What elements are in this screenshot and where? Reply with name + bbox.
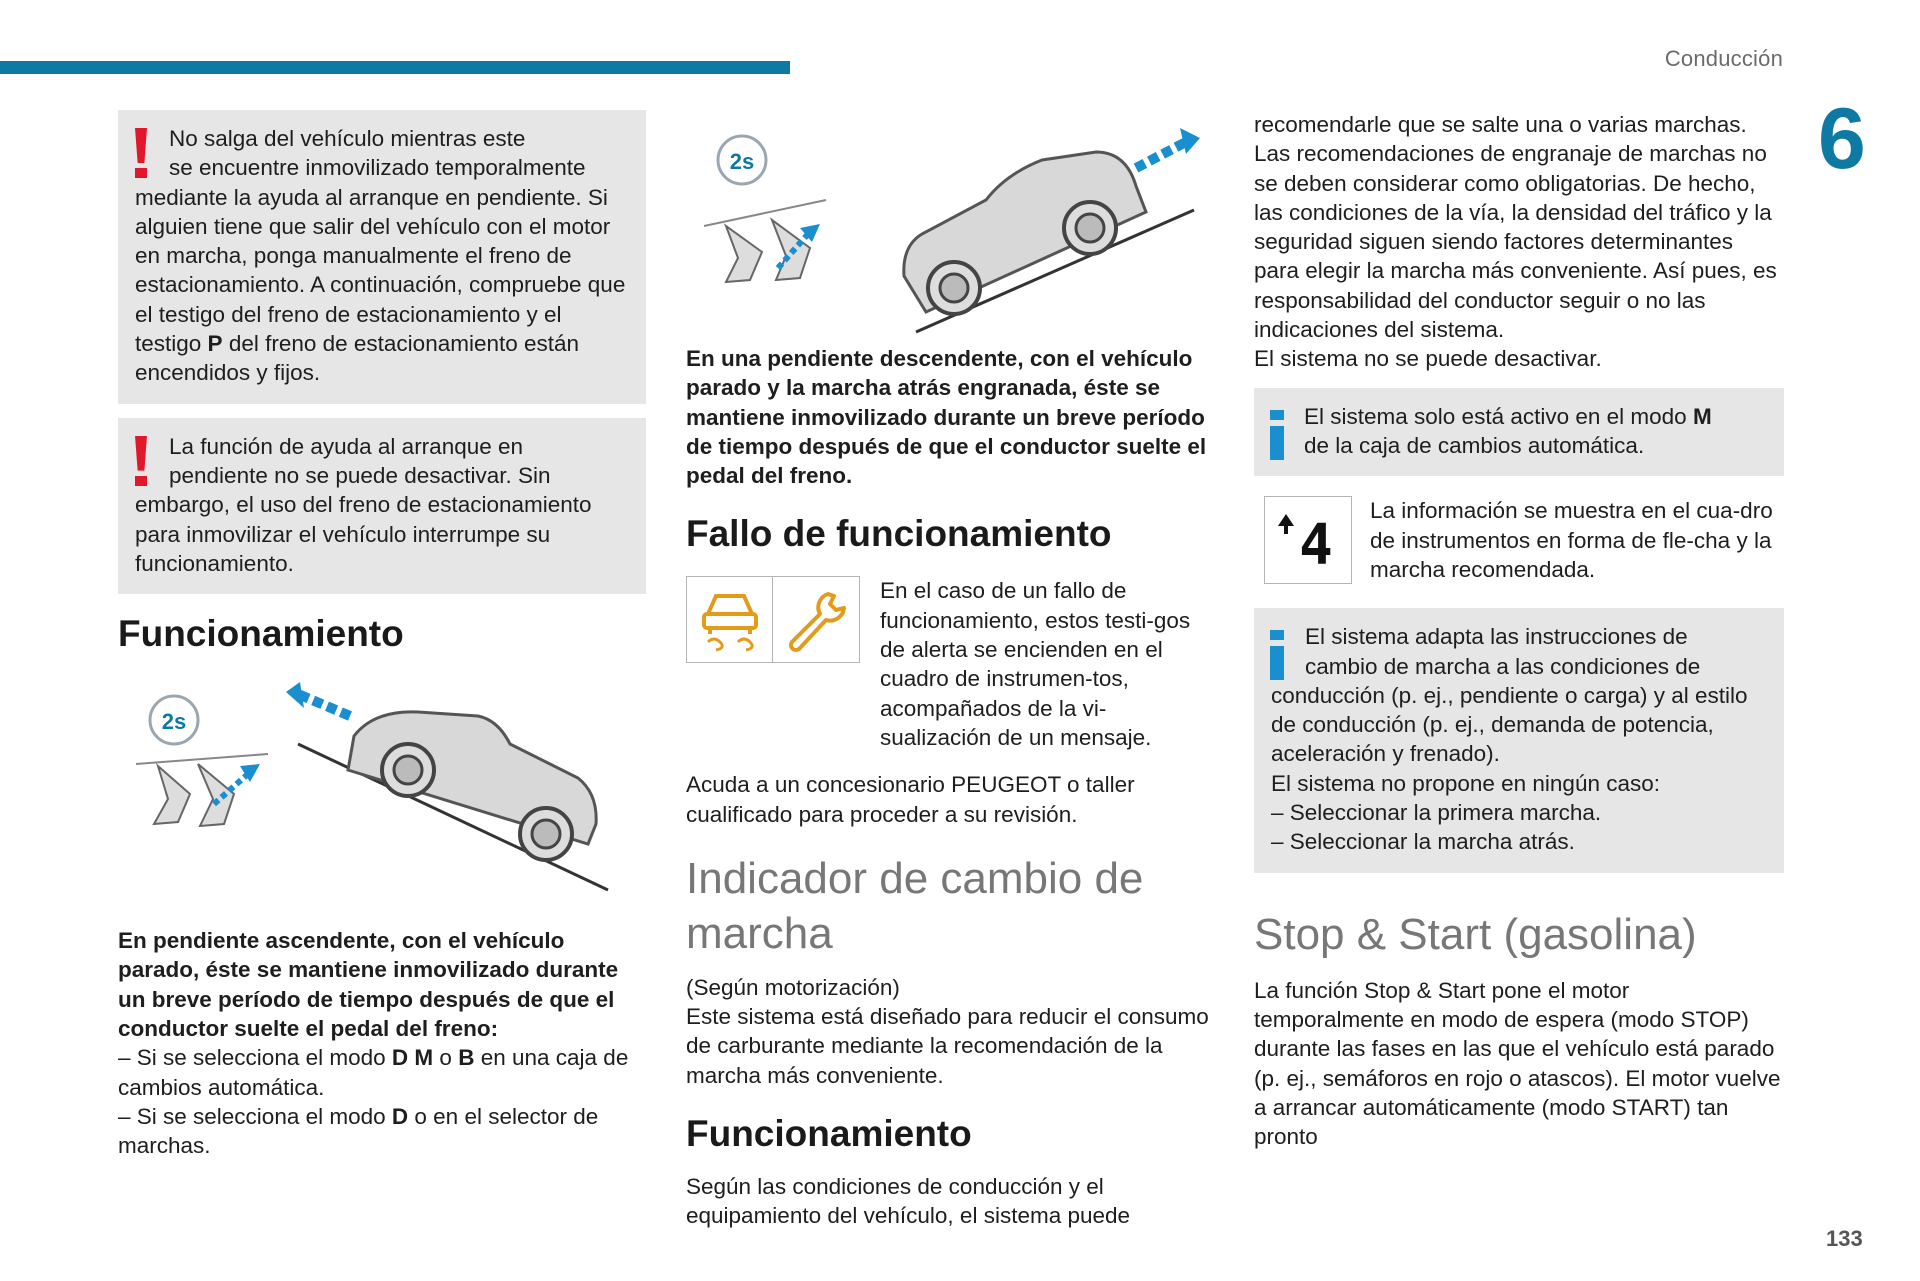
column-2 xyxy=(686,110,1214,1231)
stop-start-text: La función Stop & Start pone el motor temporalmente en modo de espera (modo STOP) durante las fases en las que el vehículo está parado (p. ej., semáforos en rojo o atascos). El motor vuelve a arrancar automáticamente (modo START) tan pronto xyxy=(1254,977,1781,1150)
info-text: El sistema solo está activo en el modo M de la caja de cambios automática. xyxy=(1304,403,1712,458)
conditions-text: Según las condiciones de conducción y el equipamiento del vehículo, el sistema puede xyxy=(686,1174,1131,1229)
timer-label: 2s xyxy=(729,149,755,174)
info-text: El sistema adapta las instrucciones de cambio de marcha a las condiciones de conducción (p. ej., pendiente o carga) y al estilo de conducción (p. ej., demanda de potencia, aceleración y frenado). xyxy=(1271,624,1748,767)
malfunction-text: En el caso de un fallo de funcionamiento, estos testi-gos de alerta se encienden en el cuadro de instrumen-tos, acompañados de la vi-sualización de un mensaje. xyxy=(880,578,1191,750)
wrench-warning-lamp-icon xyxy=(773,576,860,663)
warning-text: No salga del vehículo mientras este se encuentre inmovilizado temporalmente mediante la ayuda al arranque en pendiente. Si alguien tiene que salir del vehículo con el motor en marcha, ponga manualmente el freno de estacionamiento. A continuación, compruebe que el testigo del freno de estacionamiento y el testigo P del freno de estacionamiento están encendidos y fijos. xyxy=(135,126,626,386)
gear-shift-indicator-icon xyxy=(1264,496,1352,584)
motorization-note: (Según motorización) xyxy=(686,974,900,1000)
warning-box-no-deactivate xyxy=(118,418,646,594)
warning-text: La función de ayuda al arranque en pendiente no se puede desactivar. Sin embargo, el uso del freno de estacionamiento para inmovilizar el vehículo interrumpe su funcionamiento. xyxy=(135,433,592,576)
workshop-text: Acuda a un concesionario PEUGEOT o taller cualificado para proceder a su revisión. xyxy=(686,772,1135,827)
section-heading-fallo: Fallo de funcionamiento xyxy=(686,513,1112,555)
no-deactivate-text: El sistema no se puede desactivar. xyxy=(1254,346,1602,372)
timer-label: 2s xyxy=(161,709,187,735)
section-heading-stop-start: Stop & Start (gasolina) xyxy=(1254,909,1697,959)
info-text: El sistema no propone en ningún caso: xyxy=(1271,770,1661,796)
info-icon xyxy=(1270,630,1284,680)
list-item: – Seleccionar la marcha atrás. xyxy=(1271,829,1575,855)
uphill-hill-start-illustration xyxy=(118,674,646,924)
system-description: Este sistema está diseñado para reducir el consumo de carburante mediante la recomendación de la marcha más conveniente. xyxy=(686,1004,1209,1088)
uphill-description: En pendiente ascendente, con el vehículo parado, éste se mantiene inmovilizado durante un breve período de tiempo después de que el conductor suelte el pedal del freno: xyxy=(118,928,619,1042)
column-1 xyxy=(118,110,646,1161)
uphill-car-icon xyxy=(118,674,646,924)
skip-gears-text: recomendarle que se salte una o varias marchas. xyxy=(1254,112,1747,137)
list-item: – Si se selecciona el modo D M o B en una caja de cambios automática. xyxy=(118,1045,629,1100)
list-item: – Seleccionar la primera marcha. xyxy=(1271,800,1602,826)
gear-display-text: La información se muestra en el cua-dro de instrumentos en forma de fle-cha y la marcha recomendada. xyxy=(1370,498,1773,582)
gear-digit: 4 xyxy=(1299,513,1333,577)
downhill-description: En una pendiente descendente, con el vehículo parado y la marcha atrás engranada, éste se mantiene inmovilizado durante un breve período de tiempo después de que el conductor suelte el pedal del freno. xyxy=(686,346,1207,489)
section-heading-funcionamiento-2: Funcionamiento xyxy=(686,1113,972,1155)
warning-lamps xyxy=(686,576,860,752)
downhill-car-icon xyxy=(686,116,1214,338)
info-icon xyxy=(1270,410,1284,460)
section-title: Conducción xyxy=(1664,46,1783,71)
info-box-adapt xyxy=(1254,608,1784,872)
warning-box-exit-vehicle xyxy=(118,110,646,404)
chapter-number: 6 xyxy=(1818,91,1866,187)
skid-warning-lamp-icon xyxy=(686,576,773,663)
column-3 xyxy=(1254,110,1784,1151)
recommendations-text: Las recomendaciones de engranaje de marchas no se deben considerar como obligatorias. De hecho, las condiciones de la vía, la densidad del tráfico y la seguridad siguen siendo factores determinantes para elegir la marcha más conveniente. Así pues, es responsabilidad del conductor seguir o no las indicaciones del sistema. xyxy=(1254,141,1777,343)
header-accent-bar xyxy=(0,61,790,74)
warning-exclamation-icon xyxy=(134,128,148,178)
gear-display-block xyxy=(1254,496,1784,584)
downhill-hill-start-illustration xyxy=(686,116,1214,338)
section-heading-indicador: Indicador de cambio de marcha xyxy=(686,853,1144,958)
info-box-mode-m xyxy=(1254,388,1784,477)
warning-exclamation-icon xyxy=(134,436,148,486)
section-heading-funcionamiento: Funcionamiento xyxy=(118,613,404,655)
malfunction-block xyxy=(686,576,1214,752)
list-item: – Si se selecciona el modo D o en el selector de marchas. xyxy=(118,1103,599,1159)
page-number: 133 xyxy=(1826,1226,1863,1251)
